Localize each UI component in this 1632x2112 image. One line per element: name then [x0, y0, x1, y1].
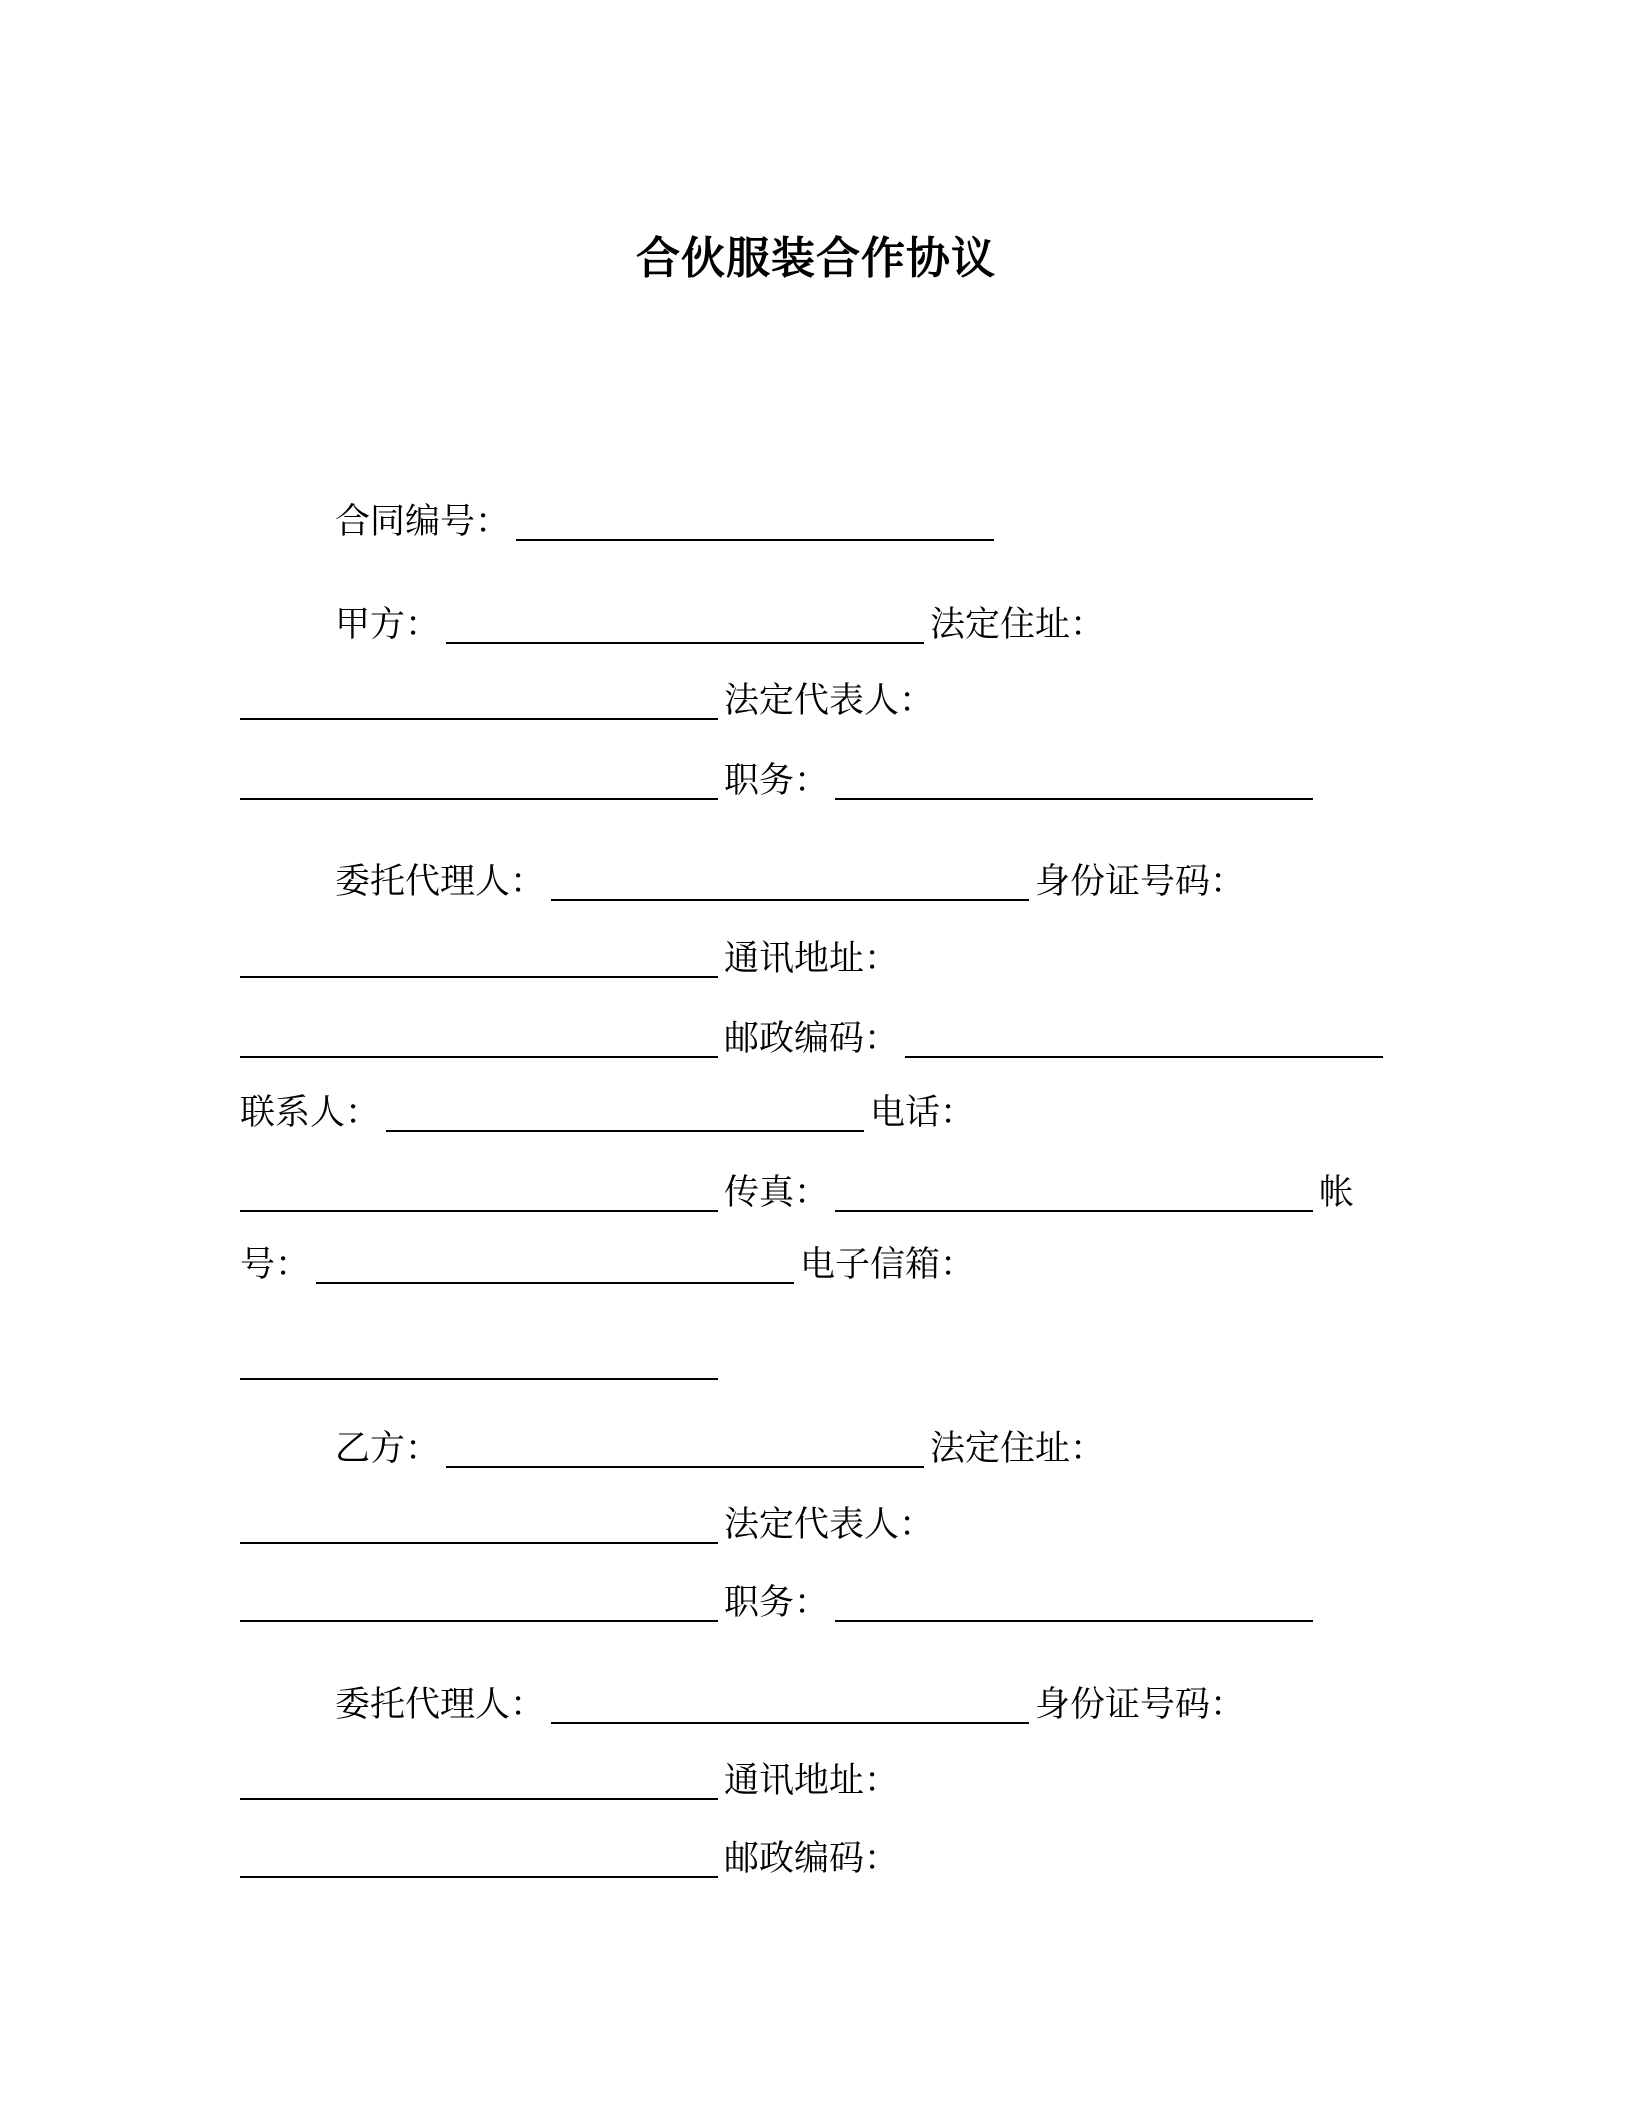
party-a-legal-rep-line — [240, 676, 1410, 726]
party-a-mail-address-label: 通讯地址： — [724, 939, 900, 979]
party-b-line — [335, 1424, 1505, 1474]
party-a-email-field[interactable] — [240, 1378, 718, 1380]
party-b-position-field[interactable] — [835, 1620, 1313, 1622]
party-a-email-line — [240, 1336, 1410, 1386]
party-a-contact-field[interactable] — [386, 1130, 864, 1132]
party-a-legal-address-label: 法定住址： — [930, 605, 1106, 645]
party-a-label: 甲方： — [335, 605, 441, 645]
party-a-phone-label: 电话： — [870, 1093, 976, 1133]
party-a-agent-label: 委托代理人： — [335, 862, 546, 902]
party-a-position-line — [240, 756, 1410, 806]
party-a-mail-address-field[interactable] — [240, 1056, 718, 1058]
party-a-email-label: 电子信箱： — [800, 1245, 976, 1285]
document-title: 合伙服装合作协议 — [636, 233, 996, 284]
party-a-id-field[interactable] — [240, 976, 718, 978]
party-b-position-line — [240, 1578, 1410, 1628]
party-b-postcode-line — [240, 1834, 1410, 1884]
party-a-line — [335, 600, 1505, 650]
party-b-agent-line — [335, 1680, 1505, 1730]
party-a-account-line — [240, 1240, 1410, 1290]
party-b-legal-address-label: 法定住址： — [930, 1429, 1106, 1469]
party-a-legal-address-field[interactable] — [240, 718, 718, 720]
party-b-mail-address-line — [240, 1756, 1410, 1806]
party-b-id-field[interactable] — [240, 1798, 718, 1800]
party-a-postcode-label: 邮政编码： — [724, 1019, 900, 1059]
party-a-postcode-field[interactable] — [905, 1056, 1383, 1058]
party-a-account-field[interactable] — [316, 1282, 794, 1284]
party-a-fax-line — [240, 1168, 1410, 1218]
party-a-account-label-start: 帐 — [1319, 1173, 1355, 1213]
party-b-legal-rep-line — [240, 1500, 1410, 1550]
party-b-legal-rep-label: 法定代表人： — [724, 1505, 935, 1545]
party-b-agent-field[interactable] — [551, 1722, 1029, 1724]
party-b-mail-address-label: 通讯地址： — [724, 1761, 900, 1801]
party-a-legal-rep-label: 法定代表人： — [724, 681, 935, 721]
party-b-name-field[interactable] — [446, 1466, 924, 1468]
party-b-agent-label: 委托代理人： — [335, 1685, 546, 1725]
contract-number-label: 合同编号： — [335, 502, 511, 542]
party-a-position-field[interactable] — [835, 798, 1313, 800]
party-b-position-label: 职务： — [724, 1583, 830, 1623]
party-a-postcode-line — [240, 1014, 1410, 1064]
party-b-legal-rep-field[interactable] — [240, 1620, 718, 1622]
party-a-id-label: 身份证号码： — [1035, 862, 1246, 902]
party-a-contact-label: 联系人： — [240, 1093, 381, 1133]
party-b-mail-address-field[interactable] — [240, 1876, 718, 1878]
party-a-position-label: 职务： — [724, 761, 830, 801]
party-a-fax-field[interactable] — [835, 1210, 1313, 1212]
party-b-postcode-label: 邮政编码： — [724, 1839, 900, 1879]
contract-number-line — [335, 497, 1505, 547]
party-b-id-label: 身份证号码： — [1035, 1685, 1246, 1725]
party-a-account-label-end: 号： — [240, 1245, 311, 1285]
contract-number-field[interactable] — [516, 539, 994, 541]
party-a-legal-rep-field[interactable] — [240, 798, 718, 800]
party-a-fax-label: 传真： — [724, 1173, 830, 1213]
party-a-name-field[interactable] — [446, 642, 924, 644]
party-a-contact-line — [240, 1088, 1410, 1138]
party-b-legal-address-field[interactable] — [240, 1542, 718, 1544]
party-a-agent-line — [335, 857, 1505, 907]
party-b-label: 乙方： — [335, 1429, 441, 1469]
party-a-phone-field[interactable] — [240, 1210, 718, 1212]
party-a-agent-field[interactable] — [551, 899, 1029, 901]
party-a-mail-address-line — [240, 934, 1410, 984]
